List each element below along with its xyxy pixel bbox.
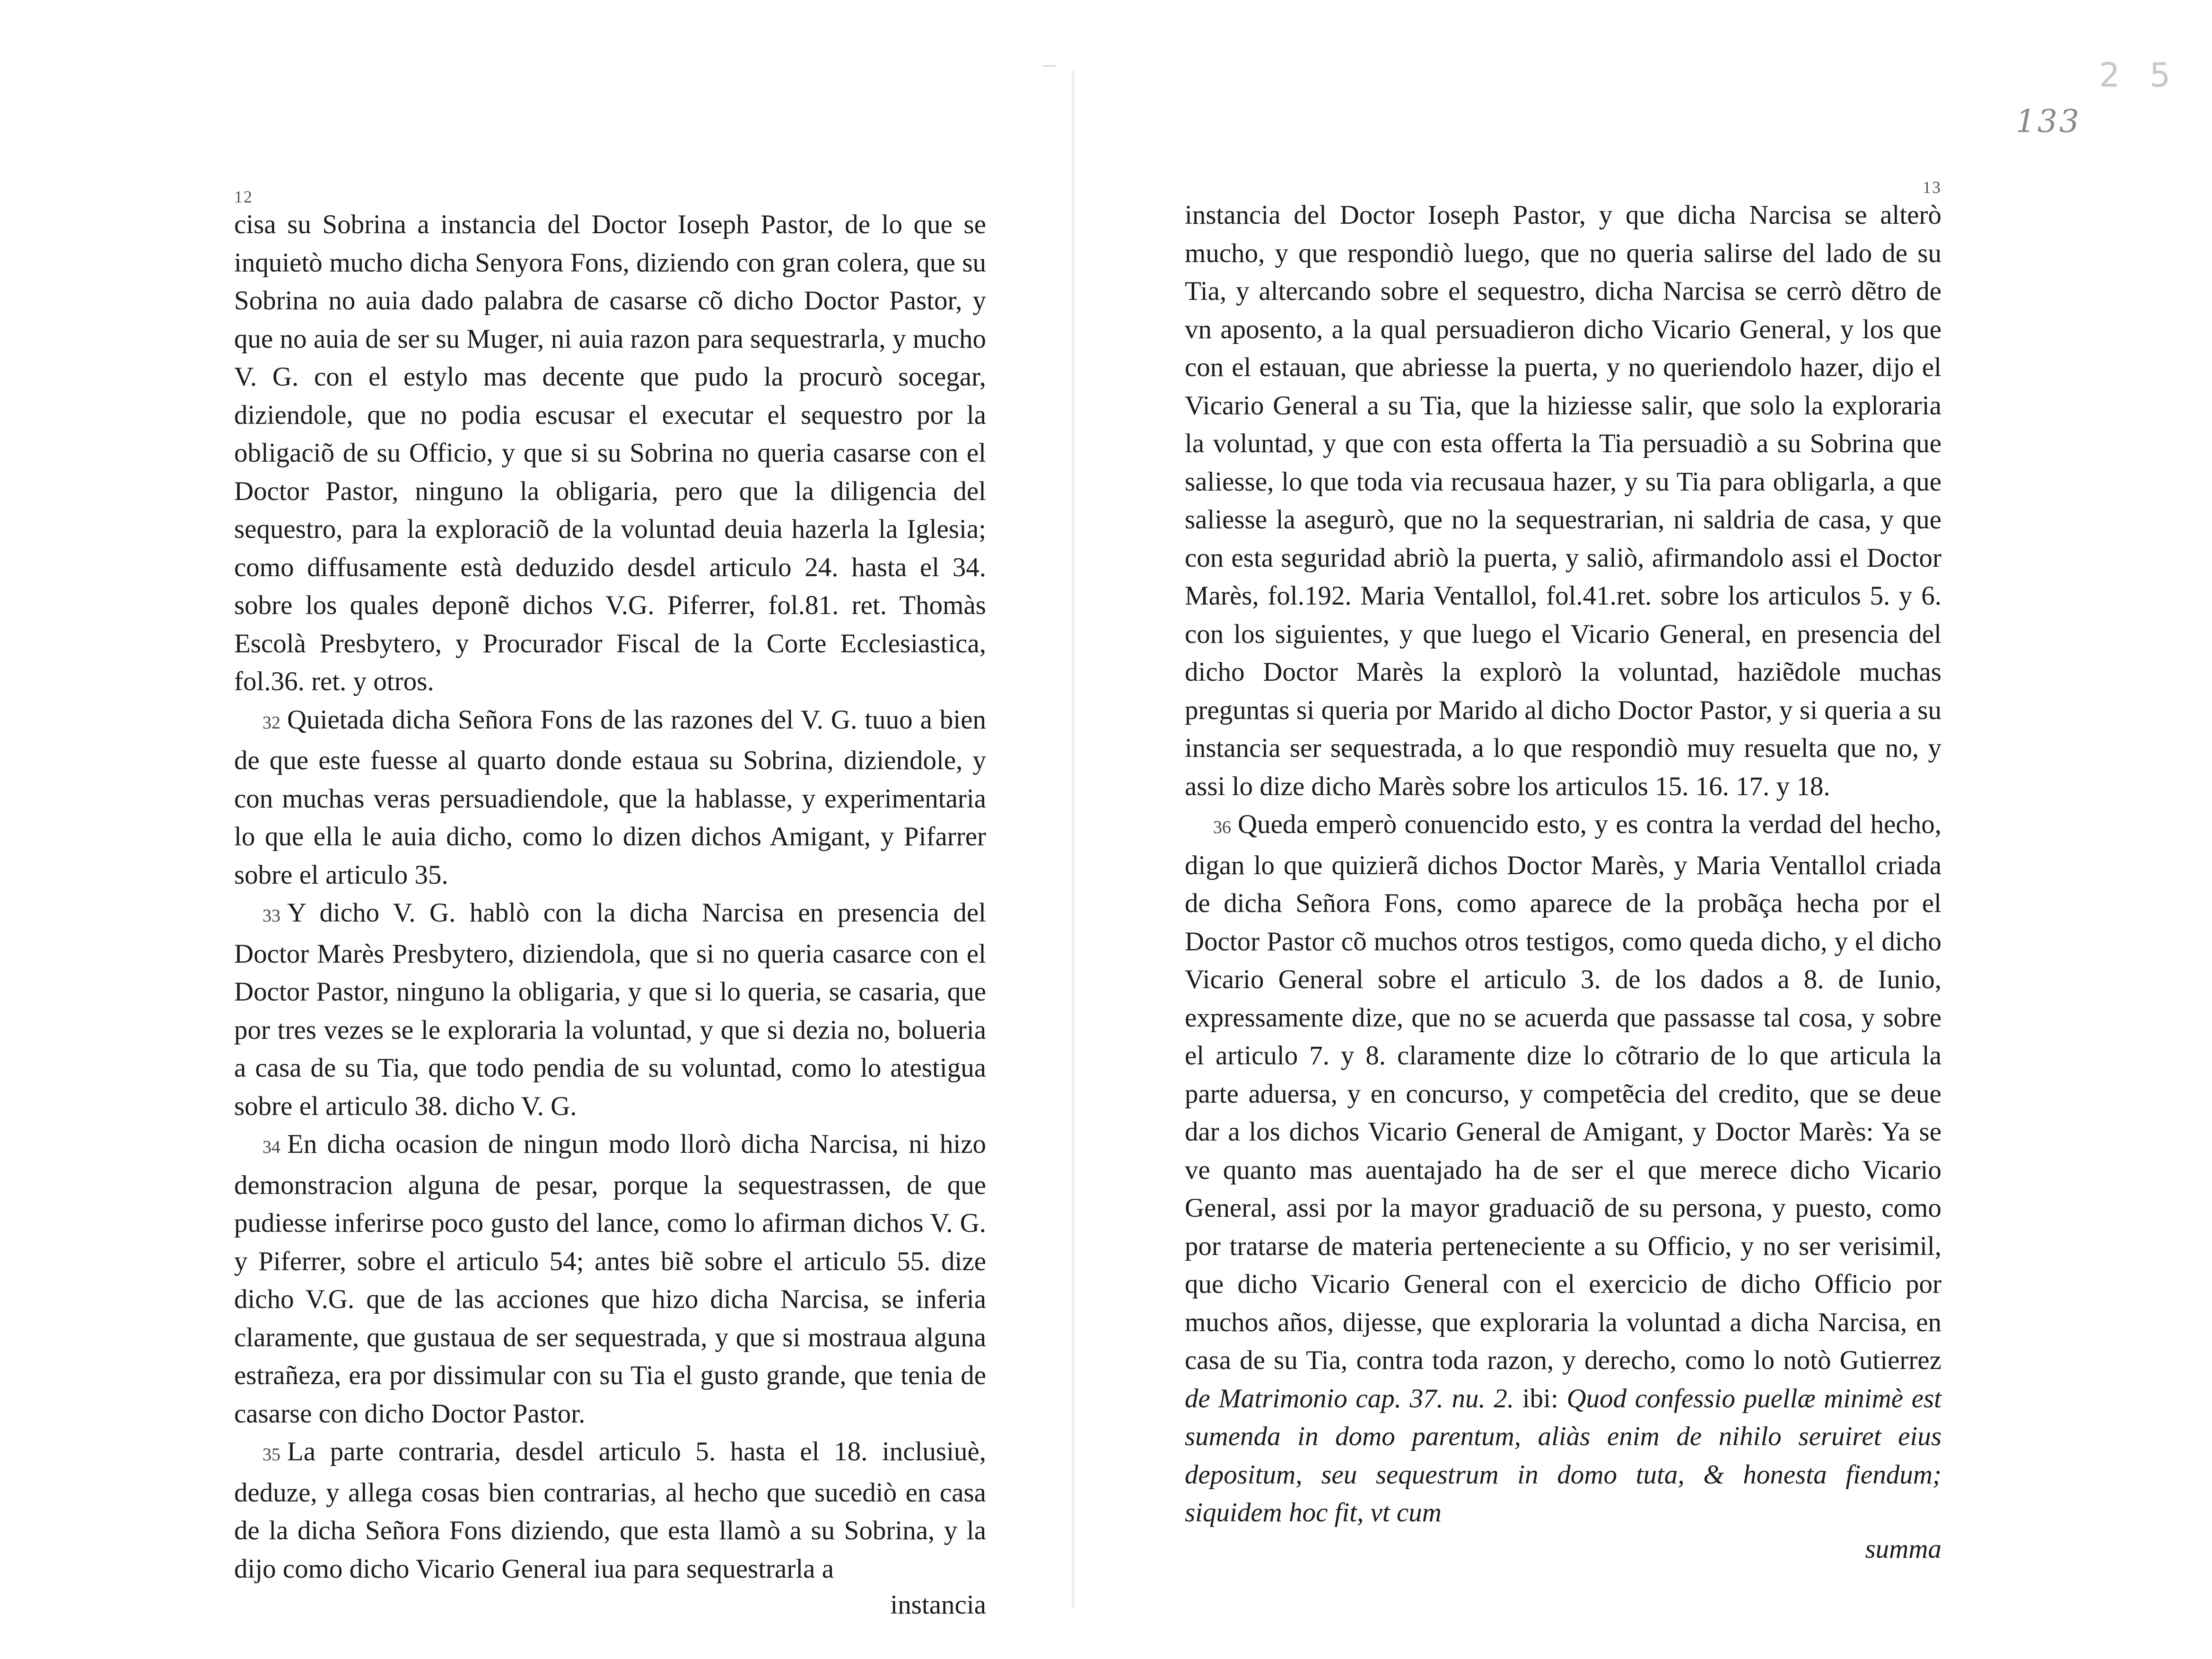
page-number: 13 [1923,178,1941,197]
ibi-marker: ibi: [1522,1383,1558,1413]
paragraph-text: En dicha ocasion de ningun modo llorò dicha Narcisa, ni hizo demonstracion alguna de pesar, porque la sequestrassen, de que pudiesse inferirse poco gusto del lance, como lo afirman dichos V. G. y Piferrer, sobre el articulo 54; antes biẽ sobre el articulo 55. dize dicho V.G. que de las acciones que hizo dicha Narcisa, se inferia claramente, que gustaua de ser sequestrada, y que si mostraua alguna estrañeza, era por dissimular con su Tia el gusto grande, que tenia de casarse con dicho Doctor Pastor. [234,1129,986,1429]
left-page [234,187,986,1620]
paragraph: cisa su Sobrina a instancia del Doctor Ioseph Pastor, de lo que se inquietò mucho dicha Senyora Fons, diziendo con gran colera, que su Sobrina no auia dado palabra de casarse cõ dicho Doctor Pastor, y que no auia de ser su Muger, ni auia razon para sequestrarla, y mucho V. G. con el estylo mas decente que pudo la procurò socegar, diziendole, que no podia escusar el executar el sequestro por la obligaciõ de su Officio, y que si su Sobrina no queria casarse con el Doctor Pastor, ninguno la obligaria, pero que la diligencia del sequestro, para la exploraciõ de la voluntad deuia hazerla la Iglesia; como diffusamente està deduzido desdel articulo 24. hasta el 34. sobre los quales deponẽ dichos V.G. Piferrer, fol.81. ret. Thomàs Escolà Presbytero, y Procurador Fiscal de la Corte Ecclesiastica, fol.36. ret. y otros. [234,210,986,696]
page-text [234,206,986,1624]
handwritten-folio-number: 133 [2016,103,2081,140]
catchword: summa [1865,1534,1941,1564]
book-gutter [1071,71,1075,1608]
paragraph-35 [234,1433,986,1588]
corner-mark: 2 5 [2099,56,2180,95]
paragraph-text: Queda emperò conuencido esto, y es contra la verdad del hecho, digan lo que quizierã dichos Doctor Marès, y Maria Ventallol criada de dicha Señora Fons, como aparece de la probãça hecha por el Doctor Pastor cõ muchos otros testigos, como queda dicho, y el dicho Vicario General sobre el articulo 3. de los dados a 8. de Iunio, expressamente dize, que no se acuerda que passasse tal cosa, y sobre el articulo 7. y 8. claramente dize lo cõtrario de lo que articula la parte aduersa, y en concurso, y competẽcia del credito, que se deue dar a los dichos Vicario General de Amigant, y Doctor Marès: Ya se ve quanto mas auentajado ha de ser el que merece dicho Vicario General, assi por la mayor graduaciõ de su persona, y puesto, como por tratarse de materia perteneciente a su Officio, y no ser verisimil, que dicho Vicario General con el exercicio de dicho Officio por muchos años, dijesse, que exploraria la voluntad a dicha Narcisa, en casa de su Tia, contra toda razon, y derecho, como lo notò Gutierrez [1185,809,1941,1375]
paragraph-32 [234,701,986,895]
paragraph-number: 36 [1213,817,1231,837]
latin-quotation: Quod confessio puellæ minimè est sumenda in domo parentum, aliàs enim de nihilo seruiret eius depositum, seu sequestrum in domo tuta, & honesta fiendum; siquidem hoc fit, vt cum [1185,1383,1942,1527]
paragraph: instancia del Doctor Ioseph Pastor, y que dicha Narcisa se alterò mucho, y que respondiò luego, que no queria salirse del lado de su Tia, y altercando sobre el sequestro, dicha Narcisa se cerrò dẽtro de vn aposento, a la qual persuadieron dicho Vicario General, y los que con el estauan, que abriesse la puerta, y no queriendolo hazer, dijo el Vicario General a su Tia, que la hiziesse salir, que solo la exploraria la voluntad, y que con esta offerta la Tia persuadiò a su Sobrina que saliesse, lo que toda via recusaua hazer, y su Tia para obligarla, a que saliesse la asegurò, que no la sequestrarian, ni saldria de casa, y que con esta seguridad abriò la puerta, y saliò, afirmandolo assi el Doctor Marès, fol.192. Maria Ventallol, fol.41.ret. sobre los articulos 5. y 6. con los siguientes, y que luego el Vicario General, en presencia del dicho Doctor Marès la explorò la voluntad, haziẽdole muchas preguntas si queria por Marido al dicho Doctor Pastor, y si queria a su instancia ser sequestrada, a lo que respondiò muy resuelta que no, y assi lo dize dicho Marès sobre los articulos 15. 16. 17. y 18. [1185,200,1941,801]
paragraph-text: Y dicho V. G. hablò con la dicha Narcisa en presencia del Doctor Marès Presbytero, diziendola, que si no queria casarce con el Doctor Pastor, ninguno la obligaria, y que si lo queria, se casaria, que por tres vezes se le exploraria la voluntad, y que si dezia no, bolueria a casa de su Tia, que todo pendia de su voluntad, como lo atestigua sobre el articulo 38. dicho V. G. [234,898,986,1121]
catchword: instancia [890,1590,986,1620]
right-page [1185,178,1942,1564]
paragraph-text: La parte contraria, desdel articulo 5. hasta el 18. inclusiuè, deduze, y allega cosas bien contrarias, al hecho que sucediò en casa de la dicha Señora Fons diziendo, que esta llamò a su Sobrina, y la dijo como dicho Vicario General iua para sequestrarla a [234,1437,986,1584]
paragraph-number: 32 [262,712,280,733]
paragraph-36 [1185,806,1941,1532]
paragraph-number: 34 [262,1137,280,1157]
page-number: 12 [234,187,253,206]
paragraph-number: 35 [262,1445,280,1465]
top-hairline [1043,65,1056,67]
paragraph-33 [234,894,986,1125]
paragraph-34 [234,1125,986,1433]
paragraph-text: Quietada dicha Señora Fons de las razones del V. G. tuuo a bien de que este fuesse al quarto donde estaua su Sobrina, diziendole, y con muchas veras persuadiendole, que la hablasse, y experimentaria lo que ella le auia dicho, como lo dizen dichos Amigant, y Pifarrer sobre el articulo 35. [234,704,986,890]
page-text [1185,196,1941,1568]
paragraph-number: 33 [262,906,280,926]
citation: de Matrimonio cap. 37. nu. 2. [1185,1383,1514,1413]
